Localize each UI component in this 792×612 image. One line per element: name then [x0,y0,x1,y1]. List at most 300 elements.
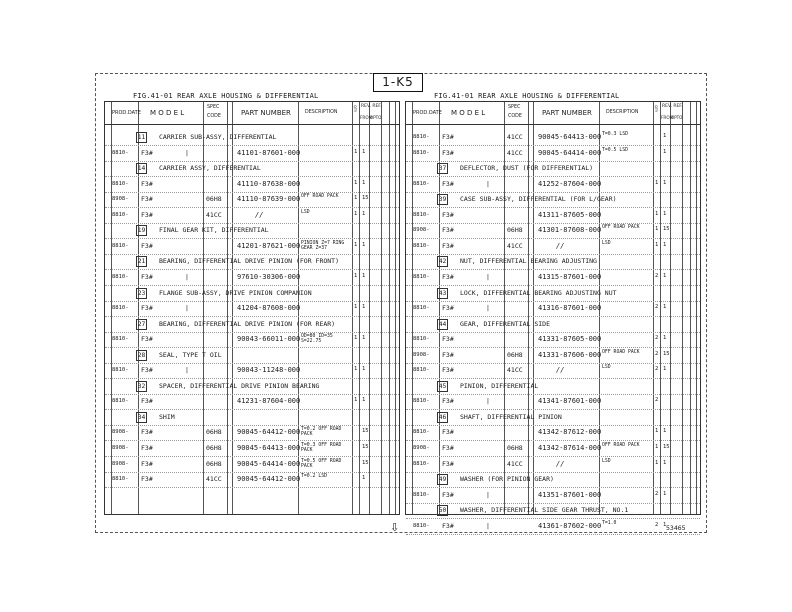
table-row [406,519,700,535]
item-header-row [105,130,399,146]
part-number-cell: // [255,210,264,219]
spec-code-cell: 41CC [507,366,523,375]
qty-cell: 1 [655,179,659,186]
description-cell: T=0.3 OFF ROAD PACK [301,443,342,453]
prod-date-cell: 8810- [413,336,430,343]
table-row [105,425,399,441]
upto-header: UPTO [370,115,382,120]
from-cell: 15 [362,444,369,450]
qty-cell: 2 [655,397,659,404]
table-row [406,488,700,504]
item-header-row [406,379,700,395]
part-number-cell: 90045-64414-000 [237,459,301,468]
item-number-box: 14 [137,165,146,173]
prod-date-cell: 8810- [413,398,430,405]
item-header-row [105,254,399,270]
model-cell: F3# [141,397,153,406]
model-cell: F3# [442,444,454,452]
rev-ref-header: REV. REF. [361,104,382,109]
part-number-cell: 41301-87608-000 [538,226,602,235]
table-row [105,301,399,317]
from-cell: 1 [663,148,667,155]
prod-date-cell: 8810- [112,305,129,312]
item-header-row [105,286,399,302]
from-cell: 1 [362,397,366,404]
item-number-box: 42 [438,258,447,266]
table-row [406,457,700,473]
part-number-cell: 41252-87604-000 [538,179,602,188]
description-cell: OD=80 ID=35 S=22.75 [301,334,333,345]
model-cell: F3# [141,366,153,375]
model-separator: | [185,272,189,281]
description-cell: T=0.2 OFF ROAD PACK [301,427,342,438]
item-number-box: 11 [137,134,146,141]
table-row [105,472,399,488]
qty-header: QTY [654,105,658,113]
table-row [406,239,700,255]
model-cell: F3# [141,459,153,468]
spec-code-header: SPEC [508,105,521,110]
model-cell: F3# [141,241,153,250]
item-number-box: 44 [438,320,447,328]
item-header-row [105,410,399,426]
description-cell: T=0.3 LSD [602,132,628,137]
prod-date-cell: 8810- [112,180,129,187]
qty-cell: 1 [354,195,358,202]
from-cell: 15 [663,350,670,357]
table-row [406,394,700,410]
table-row [105,441,399,457]
item-name: CASE SUB-ASSY, DIFFERENTIAL (FOR L/GEAR) [460,195,617,204]
item-name: CARRIER ASSY, DIFFERENTIAL [159,164,261,173]
model-separator: | [486,179,490,188]
table-row [105,192,399,208]
spec-code-cell: 06H8 [206,195,222,204]
prod-date-cell: 8810- [112,273,129,280]
item-header-row [406,503,700,519]
qty-cell: 1 [354,304,358,311]
model-cell: F3# [141,195,153,204]
description-cell: LSD [301,209,310,215]
item-name: SPACER, DIFFERENTIAL DRIVE PINION BEARING [159,381,320,390]
item-name: NUT, DIFFERENTIAL BEARING ADJUSTING [460,257,597,266]
qty-cell: 1 [354,397,358,404]
item-number-box: 46 [438,413,447,421]
qty-cell: 1 [655,241,659,248]
from-cell: 1 [663,179,667,186]
prod-date-cell: 8810- [413,460,430,467]
description-cell: T=0.5 OFF ROAD PACK [301,458,342,469]
qty-cell: 1 [655,428,659,435]
model-header: M O D E L [451,109,486,117]
model-cell: F3# [141,148,153,157]
parts-table-left [104,101,400,515]
item-header-row [105,161,399,177]
item-header-row [406,192,700,208]
qty-cell: 1 [655,210,659,217]
from-header: FROM [360,115,373,120]
table-row [105,394,399,410]
item-header-row [105,379,399,395]
table-row [406,425,700,441]
prod-date-cell: 8810- [112,211,129,218]
model-separator: | [486,304,490,313]
model-separator: | [486,490,490,499]
item-header-row [406,317,700,333]
part-number-cell: // [556,366,565,375]
table-row [406,223,700,239]
qty-header: QTY [353,105,357,113]
prod-date-cell: 8810- [413,149,430,156]
item-number-box: 34 [137,413,146,421]
model-separator: | [185,304,189,313]
table-row [105,146,399,162]
from-cell: 1 [663,335,667,342]
model-cell: F3# [442,272,454,281]
table-row [406,332,700,348]
table-row [406,177,700,193]
spec-code-cell: 41CC [507,133,523,141]
part-number-cell: 41231-87604-000 [237,397,301,406]
item-number-box: 28 [137,351,146,359]
table-row [406,270,700,286]
item-number-box: 21 [137,258,146,266]
prod-date-cell: 8810- [413,134,430,140]
model-cell: F3# [442,490,454,499]
item-number-box: 45 [438,382,447,390]
from-cell: 1 [362,272,366,279]
item-number-box: 27 [137,320,146,328]
prod-date-cell: 8810- [112,476,129,483]
part-number-cell: 41351-87601-000 [538,490,602,499]
description-cell: LSD [602,458,611,464]
qty-cell: 2 [655,335,659,342]
table-row [406,363,700,379]
part-number-cell: 41341-87601-000 [538,397,602,406]
part-number-header: PART NUMBER [241,109,291,117]
qty-cell: 1 [354,210,358,217]
from-cell: 1 [362,241,366,248]
spec-code-cell: 41CC [206,475,222,484]
prod-date-cell: 8908- [413,227,430,234]
prod-date-cell: 8810- [413,491,430,498]
part-number-cell: 90045-64412-000 [237,475,301,484]
description-header: DESCRIPTION [606,110,639,115]
model-cell: F3# [442,304,454,313]
prod-date-cell: 8908- [112,196,129,203]
item-name: GEAR, DIFFERENTIAL SIDE [460,319,551,328]
upto-header: UPTO [671,115,683,120]
prod-date-cell: 8810- [112,149,129,156]
model-cell: F3# [442,179,454,188]
model-cell: F3# [442,133,454,141]
table-row [406,208,700,224]
part-number-cell: 90043-11248-000 [237,366,301,375]
qty-cell: 2 [655,366,659,373]
qty-cell: 1 [655,459,659,466]
item-number-box: 32 [137,382,146,390]
part-number-cell: 41331-87606-000 [538,350,602,359]
item-name: WASHER, DIFFERENTIAL SIDE GEAR THRUST, NO.1 [460,506,629,515]
model-cell: F3# [442,241,454,250]
model-cell: F3# [442,459,454,468]
part-number-cell: 90045-64414-000 [538,148,602,157]
spec-code-cell: 41CC [507,241,523,250]
description-cell: T=1.0 [602,520,617,526]
item-number-box: 23 [137,289,146,297]
table-row [105,239,399,255]
item-header-row [406,286,700,302]
description-cell: LSD [602,365,611,371]
spec-code-cell: 06H8 [206,428,222,437]
part-number-cell: 41331-87605-000 [538,335,602,344]
item-name: FINAL GEAR KIT, DIFFERENTIAL [159,226,269,235]
spec-code-cell: 06H8 [507,444,523,452]
from-cell: 15 [663,226,670,233]
item-header-row [406,472,700,488]
model-cell: F3# [442,397,454,406]
model-cell: F3# [442,521,454,530]
prod-date-cell: 8810- [413,273,430,280]
from-cell: 1 [663,459,667,466]
item-header-row [105,317,399,333]
part-number-cell: 41316-87601-000 [538,304,602,313]
model-separator: | [486,521,490,530]
model-separator: | [486,397,490,406]
figure-title-left: FIG.41-01 REAR AXLE HOUSING & DIFFERENTIAL [133,92,319,100]
prod-date-cell: 8908- [413,351,430,358]
model-cell: F3# [442,335,454,344]
from-cell: 15 [663,444,670,450]
model-cell: F3# [141,475,153,484]
spec-code-header-2: CODE [207,114,221,119]
page-tag: 1-K5 [373,73,423,92]
item-name: SEAL, TYPE T OIL [159,350,222,359]
from-cell: 1 [663,241,667,248]
from-cell: 1 [362,304,366,311]
prod-date-header: PROD.DATE [413,110,442,116]
qty-cell: 1 [354,179,358,186]
part-number-cell: 41101-87601-000 [237,148,301,157]
from-cell: 1 [663,428,667,435]
from-cell: 1 [663,210,667,217]
table-row [105,363,399,379]
prod-date-cell: 8810- [112,398,129,405]
qty-cell: 1 [354,241,358,248]
qty-cell: 1 [354,335,358,342]
description-cell: T=0.5 LSD [602,147,628,153]
item-name: FLANGE SUB-ASSY, DRIVE PINION COMPANION [159,288,312,297]
spec-code-header: SPEC [207,105,220,110]
item-name: PINION, DIFFERENTIAL [460,381,539,390]
item-name: SHIM [159,412,175,421]
qty-cell: 2 [655,304,659,311]
spec-code-cell: 06H8 [206,444,222,452]
table-row [406,348,700,364]
item-number-box: 37 [438,165,447,173]
qty-cell: 1 [354,272,358,279]
item-number-box: 19 [137,227,146,235]
model-cell: F3# [442,428,454,437]
qty-cell: 1 [655,226,659,233]
item-header-row [406,161,700,177]
spec-code-cell: 06H8 [507,226,523,235]
table-row [105,208,399,224]
prod-date-cell: 8908- [413,445,430,451]
table-row [105,332,399,348]
model-cell: F3# [141,179,153,188]
from-cell: 1 [663,366,667,373]
spec-code-header-2: CODE [508,114,522,119]
from-cell: 1 [362,335,366,342]
item-header-row [406,254,700,270]
part-number-cell: 41342-87614-000 [538,444,602,452]
qty-cell: 2 [655,490,659,497]
model-cell: F3# [442,350,454,359]
rev-ref-header: REV. REF. [662,104,683,109]
part-number-cell: 41110-87639-000 [237,195,301,204]
prod-date-cell: 8810- [413,522,430,529]
model-cell: F3# [141,304,153,313]
down-arrow-icon: ⇩ [390,521,400,534]
model-cell: F3# [141,335,153,344]
spec-code-cell: 41CC [206,210,222,219]
prod-date-cell: 8810- [112,367,129,374]
model-cell: F3# [442,226,454,235]
figure-title-right: FIG.41-01 REAR AXLE HOUSING & DIFFERENTIAL [434,92,620,100]
item-header-row [105,223,399,239]
from-cell: 1 [663,490,667,497]
part-number-header: PART NUMBER [542,109,592,117]
prod-date-cell: 8908- [112,460,129,467]
description-cell: T=0.2 LSD [301,474,327,480]
prod-date-cell: 8908- [112,445,129,451]
from-cell: 1 [663,521,667,528]
model-separator: | [185,148,189,157]
spec-code-cell: 41CC [507,148,523,157]
table-row [406,130,700,146]
from-cell: 1 [362,475,366,482]
model-cell: F3# [141,428,153,437]
description-header: DESCRIPTION [305,110,338,115]
qty-cell: 2 [655,272,659,279]
prod-date-cell: 8810- [413,211,430,218]
prod-date-cell: 8810- [413,180,430,187]
part-number-cell: 41201-87621-000 [237,241,301,250]
from-cell: 1 [663,304,667,311]
part-number-cell: // [556,241,565,250]
part-number-cell: 41315-87601-000 [538,272,602,281]
model-cell: F3# [442,148,454,157]
item-number-box: 43 [438,289,447,297]
qty-cell: 1 [655,444,659,450]
description-cell: OFF ROAD PACK [602,349,640,355]
model-cell: F3# [141,272,153,281]
model-cell: F3# [442,366,454,375]
from-cell: 15 [362,195,369,202]
item-number-box: 50 [438,507,447,515]
description-cell: PINION Z=7 RING GEAR Z=37 [301,240,345,251]
part-number-cell: 41311-87605-000 [538,210,602,219]
item-number-box: 39 [438,196,447,204]
table-row [406,301,700,317]
item-name: BEARING, DIFFERENTIAL DRIVE PINION (FOR REAR) [159,319,336,328]
from-header: FROM [661,115,674,120]
table-row [105,177,399,193]
part-number-cell: 90045-64413-000 [237,444,301,452]
qty-cell: 1 [354,366,358,373]
from-cell: 1 [663,272,667,279]
qty-cell: 1 [354,148,358,155]
prod-date-cell: 8810- [413,367,430,374]
from-cell: 1 [663,133,667,139]
from-cell: 1 [362,179,366,186]
prod-date-cell: 8810- [413,305,430,312]
table-row [406,441,700,457]
page-number: 53465 [666,524,686,532]
prod-date-cell: 8908- [112,429,129,436]
model-header: M O D E L [150,109,185,117]
table-row [406,146,700,162]
model-separator: | [486,272,490,281]
part-number-cell: 97610-30306-000 [237,272,301,281]
spec-code-cell: 41CC [507,459,523,468]
item-header-row [105,348,399,364]
item-name: SHAFT, DIFFERENTIAL PINION [460,412,562,421]
model-cell: F3# [442,210,454,219]
part-number-cell: 90043-66011-000 [237,335,301,344]
spec-code-cell: 06H8 [206,459,222,468]
item-header-row [406,410,700,426]
item-name: CARRIER SUB-ASSY, DIFFERENTIAL [159,133,277,141]
table-row [105,457,399,473]
description-cell: OFF ROAD PACK [301,194,339,200]
item-name: WASHER (FOR PINION GEAR) [460,475,554,484]
part-number-cell: 41342-87612-000 [538,428,602,437]
part-number-cell: // [556,459,565,468]
table-row [105,270,399,286]
item-name: LOCK, DIFFERENTIAL BEARING ADJUSTING NUT [460,288,617,297]
description-cell: OFF ROAD PACK [602,225,640,231]
item-number-box: 49 [438,476,447,484]
prod-date-header: PROD.DATE [112,110,141,116]
description-cell: OFF ROAD PACK [602,443,640,448]
model-separator: | [185,366,189,375]
prod-date-cell: 8810- [413,429,430,436]
item-name: DEFLECTOR, DUST (FOR DIFFERENTIAL) [460,164,594,173]
from-cell: 1 [362,210,366,217]
prod-date-cell: 8810- [112,336,129,343]
prod-date-cell: 8810- [112,242,129,249]
item-name: BEARING, DIFFERENTIAL DRIVE PINION (FOR FRONT) [159,257,340,266]
from-cell: 1 [362,366,366,373]
part-number-cell: 41204-87608-000 [237,304,301,313]
model-cell: F3# [141,444,153,452]
qty-cell: 2 [655,350,659,357]
spec-code-cell: 06H8 [507,350,523,359]
qty-cell: 2 [655,521,659,528]
model-cell: F3# [141,210,153,219]
prod-date-cell: 8810- [413,242,430,249]
part-number-cell: 41110-87638-000 [237,179,301,188]
part-number-cell: 41361-87602-000 [538,521,602,530]
from-cell: 1 [362,148,366,155]
description-cell: LSD [602,240,611,246]
from-cell: 15 [362,428,369,435]
part-number-cell: 90045-64412-000 [237,428,301,437]
part-number-cell: 90045-64413-000 [538,133,602,141]
from-cell: 15 [362,459,369,466]
